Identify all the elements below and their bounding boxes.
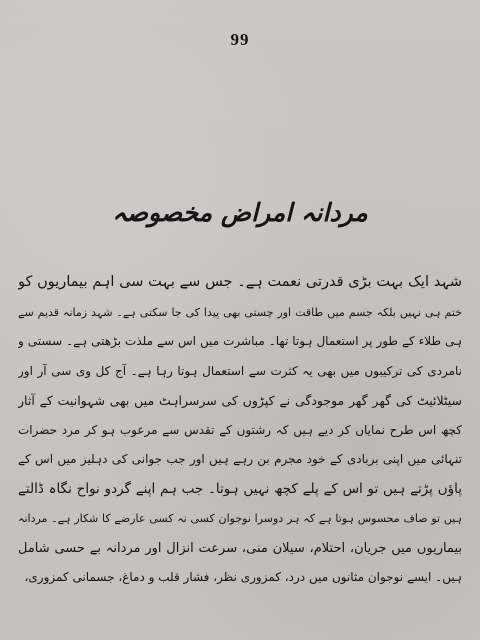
text-line: ہیں۔ ایسے نوجوان مثانوں میں درد، کمزوری نظر، فشار قلب و دماغ، جسمانی کمزوری، bbox=[24, 570, 462, 584]
text-line: پاؤں پڑتے ہیں تو اس کے پلے کچھ نہیں ہوتا۔ جب ہم اپنے گردو نواح نگاہ ڈالتے bbox=[18, 480, 462, 497]
page-number: 99 bbox=[230, 30, 250, 49]
body-paragraph bbox=[18, 268, 462, 593]
text-line: تنہائی میں اپنی بربادی کے خود مجرم بن رہے ہیں اور جب جوانی کی دہلیز میں اس کے bbox=[18, 452, 462, 466]
chapter-title: مردانہ امراض مخصوصہ bbox=[112, 198, 368, 227]
text-line: بیماریوں میں جریان، احتلام، سیلان منی، سرعت انزال اور مردانہ بے حسی شامل bbox=[18, 540, 462, 556]
text-line: ہی طلاء کے طور پر استعمال ہوتا تھا۔ مباشرت میں اس سے ملذت بڑھتی ہے۔ سستی و bbox=[18, 334, 462, 348]
text-line: سیٹلائیٹ کی گھر گھر موجودگی نے کپڑوں کی سرسراہٹ میں بھی شہوانیت کے آثار bbox=[18, 393, 462, 408]
text-line: ختم ہی نہیں بلکہ جسم میں طاقت اور چستی بھی پیدا کی جا سکتی ہے۔ شہد زمانہ قدیم سے bbox=[18, 305, 462, 319]
text-line: نامردی کی ترکیبوں میں بھی یہ کثرت سے استعمال ہوتا رہا ہے۔ آج کل وی سی آر اور bbox=[18, 363, 462, 378]
text-line: ہیں تو صاف محسوس ہوتا ہے کہ ہر دوسرا نوجوان کسی نہ کسی عارضے کا شکار ہے۔ مردانہ bbox=[18, 512, 462, 525]
text-line: کچھ اس طرح نمایاں کر دیے ہیں کہ رشتوں کے تقدس سے مرعوب ہو کر مرد حضرات bbox=[18, 422, 462, 437]
text-line: شہد ایک بہت بڑی قدرتی نعمت ہے۔ جس سے بہت سی اہم بیماریوں کو bbox=[18, 274, 462, 290]
